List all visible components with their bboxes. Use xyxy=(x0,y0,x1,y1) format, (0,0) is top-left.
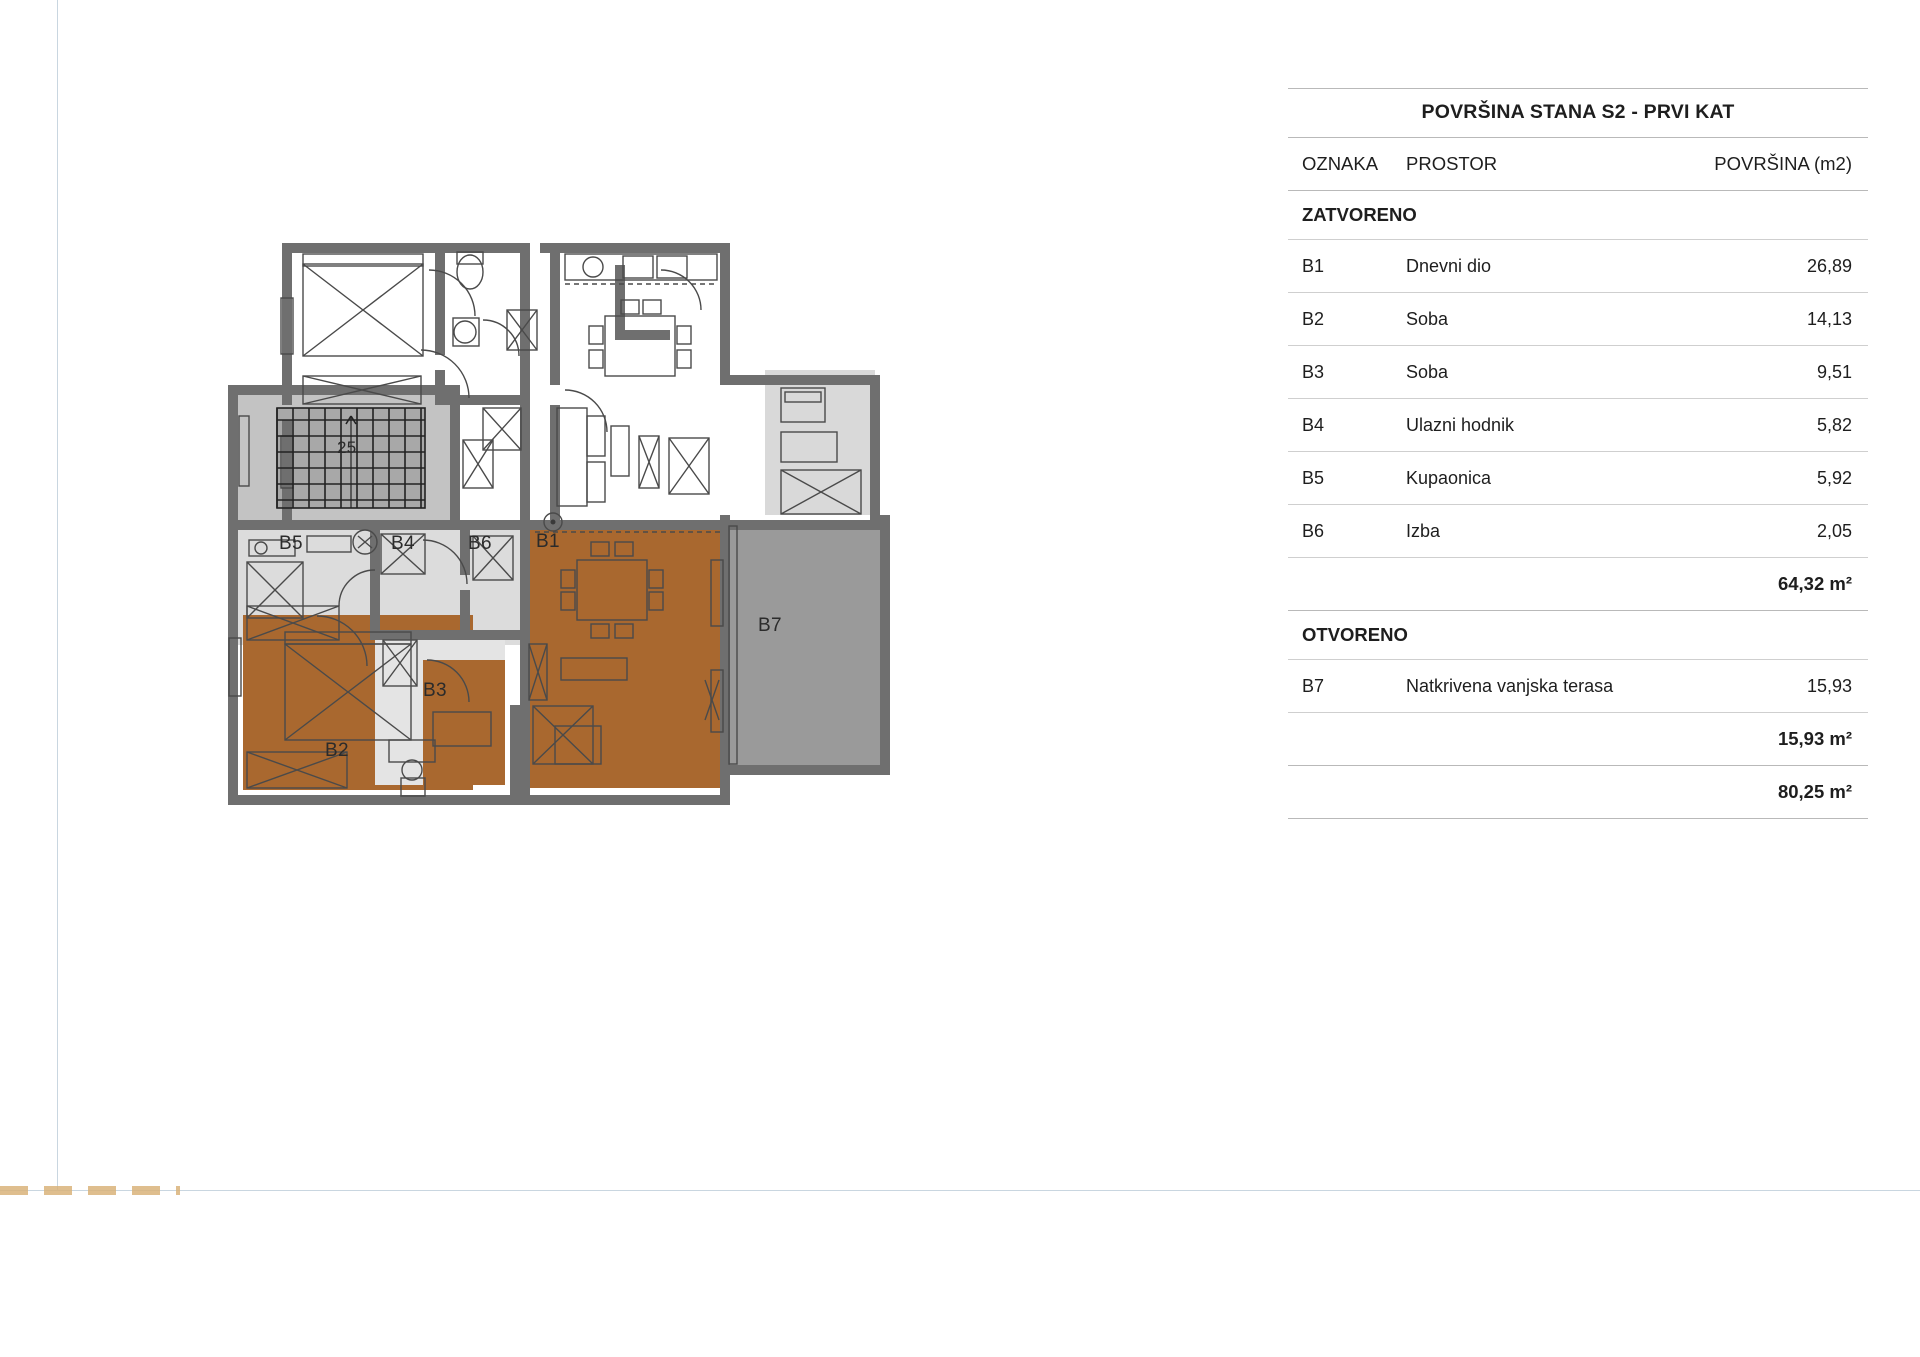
row-code: B1 xyxy=(1302,255,1325,276)
room-label-b5: B5 xyxy=(279,533,303,554)
subtotal-value: 15,93 m² xyxy=(1777,728,1852,749)
row-name: Natkrivena vanjska terasa xyxy=(1406,675,1614,696)
row-area: 5,92 xyxy=(1816,467,1852,488)
subtotal-row-otvoreno xyxy=(1288,713,1868,765)
left-guide-line xyxy=(57,0,58,1190)
table-row xyxy=(1288,293,1868,345)
row-name: Soba xyxy=(1406,361,1449,382)
bottom-dashed-marker xyxy=(0,1186,180,1195)
row-code: B7 xyxy=(1302,675,1325,696)
header-area: POVRŠINA (m2) xyxy=(1714,153,1852,174)
floor-plan-svg xyxy=(225,240,1045,960)
bottom-guide-line xyxy=(0,1190,1920,1191)
room-label-b6: B6 xyxy=(468,533,492,554)
table-row xyxy=(1288,505,1868,557)
grand-total-value: 80,25 m² xyxy=(1777,781,1852,802)
table-bottom-rule xyxy=(1288,818,1868,819)
grand-total-row xyxy=(1288,766,1868,818)
row-area: 14,13 xyxy=(1806,308,1852,329)
floor-plan-drawing xyxy=(225,240,1045,960)
room-label-b4: B4 xyxy=(391,533,415,554)
row-name: Ulazni hodnik xyxy=(1406,414,1515,435)
room-label-b2: B2 xyxy=(325,740,349,761)
table-row xyxy=(1288,660,1868,712)
header-space: PROSTOR xyxy=(1406,153,1498,174)
row-code: B6 xyxy=(1302,520,1325,541)
row-area: 9,51 xyxy=(1816,361,1852,382)
row-area: 15,93 xyxy=(1806,675,1852,696)
row-code: B2 xyxy=(1302,308,1325,329)
table-header-row xyxy=(1288,138,1868,190)
header-code: OZNAKA xyxy=(1302,153,1379,174)
section-heading-zatvoreno: ZATVORENO xyxy=(1302,204,1417,225)
row-area: 2,05 xyxy=(1816,520,1852,541)
subtotal-value: 64,32 m² xyxy=(1777,573,1852,594)
row-area: 26,89 xyxy=(1806,255,1852,276)
section-heading-otvoreno: OTVORENO xyxy=(1302,624,1408,645)
stair-label: 25 xyxy=(337,438,357,457)
row-name: Kupaonica xyxy=(1406,467,1492,488)
area-table xyxy=(1288,88,1868,819)
table-row xyxy=(1288,346,1868,398)
subtotal-row-zatvoreno xyxy=(1288,558,1868,610)
row-name: Izba xyxy=(1406,520,1441,541)
row-code: B3 xyxy=(1302,361,1325,382)
room-label-b7: B7 xyxy=(758,615,782,636)
table-row xyxy=(1288,240,1868,292)
row-name: Soba xyxy=(1406,308,1449,329)
table-title: POVRŠINA STANA S2 - PRVI KAT xyxy=(1421,101,1735,123)
row-code: B4 xyxy=(1302,414,1325,435)
room-label-b3: B3 xyxy=(423,680,447,701)
room-label-b1: B1 xyxy=(536,531,560,552)
table-row xyxy=(1288,399,1868,451)
table-row xyxy=(1288,452,1868,504)
row-name: Dnevni dio xyxy=(1406,255,1492,276)
row-code: B5 xyxy=(1302,467,1325,488)
row-area: 5,82 xyxy=(1816,414,1852,435)
